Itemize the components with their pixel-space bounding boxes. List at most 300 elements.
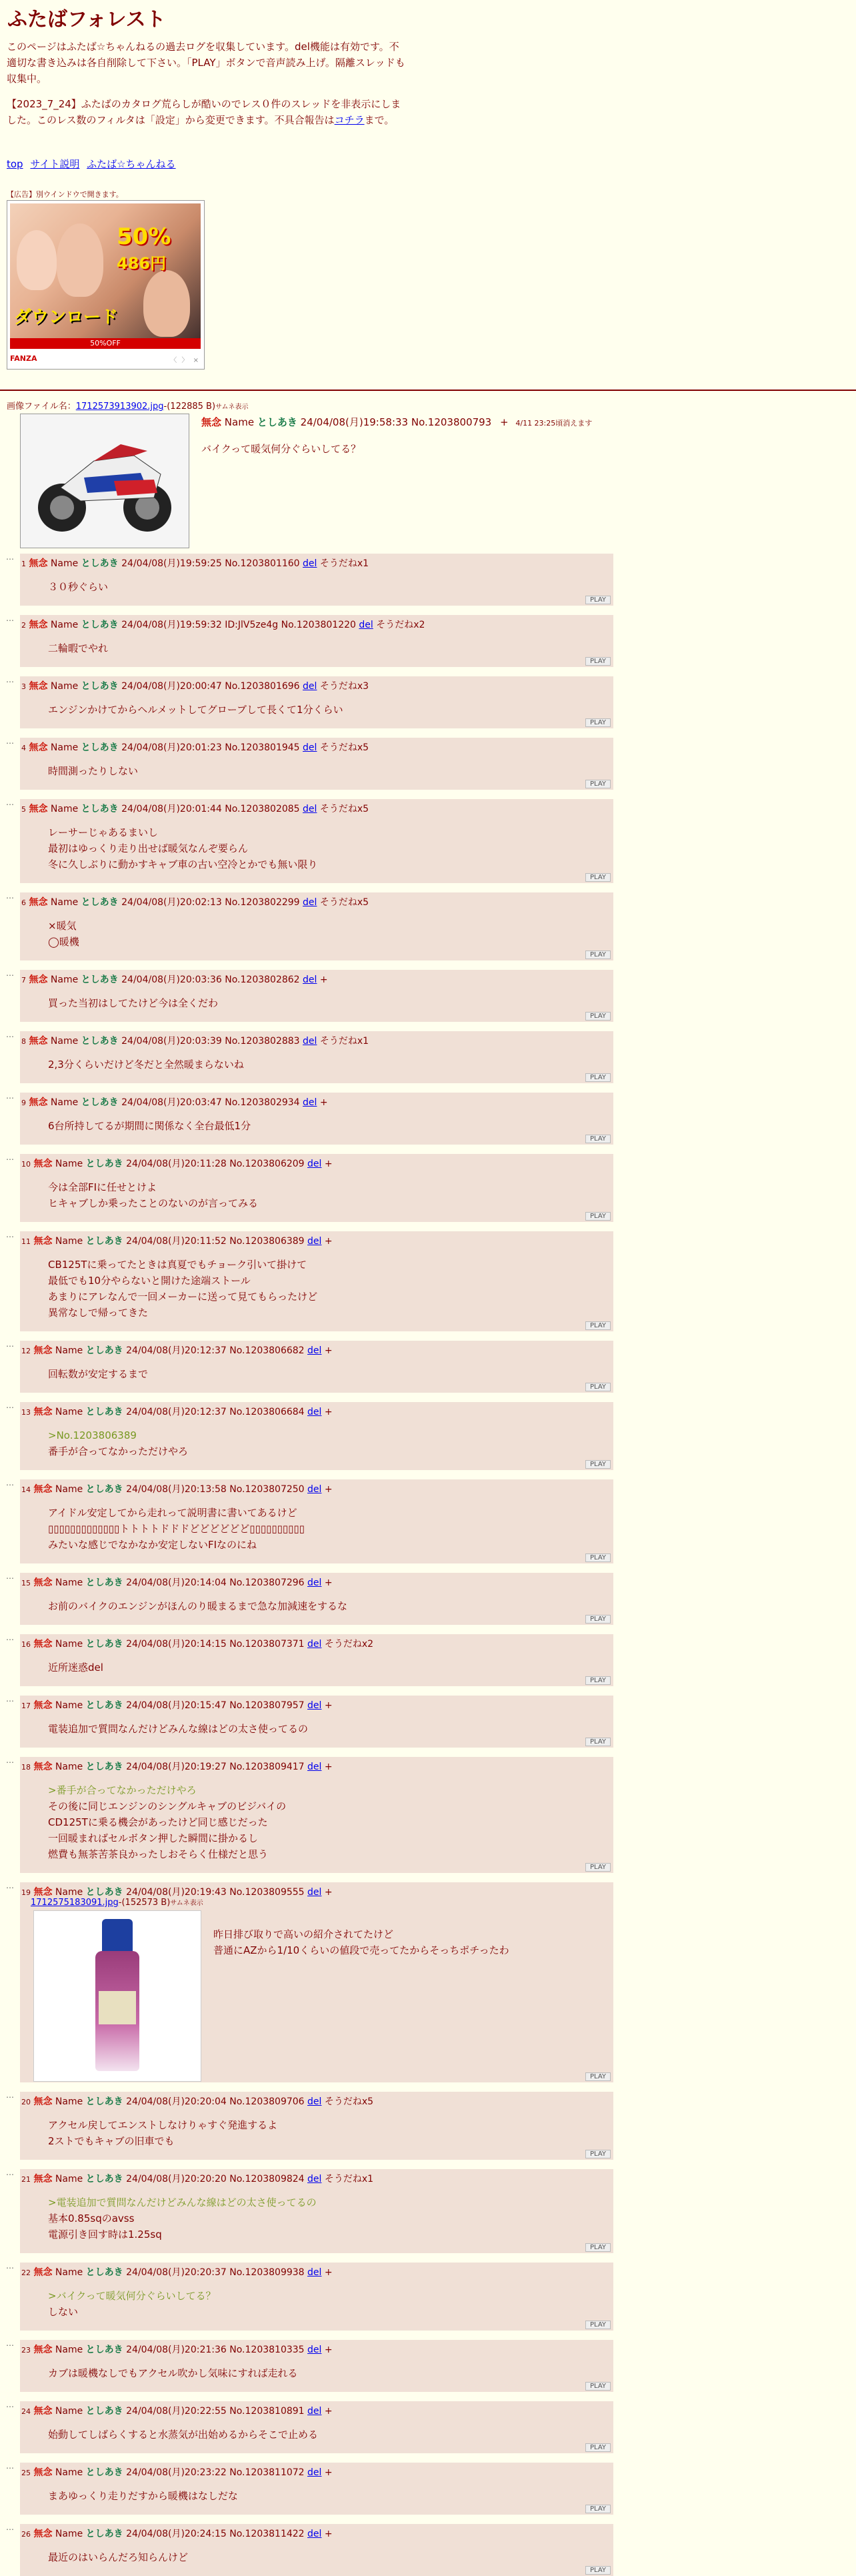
reply-header [21,1482,333,1495]
reply-header [21,1760,333,1773]
op-date: 24/04/08(月)19:58:33 [300,416,409,428]
body-line: 時間測ったりしない [48,765,139,777]
nav-about-link[interactable]: サイト説明 [30,158,80,170]
sodane-button[interactable]: + [324,1159,333,1169]
ad-headline: ダウンロード [14,307,119,328]
reply-subject: 無念 [33,1700,53,1711]
nav-futaba-link[interactable]: ふたば☆ちゃんねる [87,158,176,170]
reply-date: 24/04/08(月)20:12:37 [126,1345,227,1356]
reply-name-label: Name [55,1639,83,1650]
ad-image[interactable] [10,203,201,349]
del-link[interactable]: del [307,2467,322,2478]
motorcycle-image [21,414,189,548]
play-button[interactable]: PLAY [585,1212,611,1221]
reply-header [21,740,369,754]
reply-body [48,824,317,872]
reply-index: 11 [21,1237,31,1246]
reply-name: としあき [81,975,119,985]
reply-date: 24/04/08(月)20:03:47 [121,1097,222,1108]
reply-body [48,1179,258,1211]
reply-number: No.1203806209 [229,1159,305,1169]
reply-subject: 無念 [33,2096,53,2107]
announcement [7,96,407,128]
play-button[interactable]: PLAY [585,2072,611,2081]
sodane-button[interactable]: + [324,2345,333,2355]
reply-date: 24/04/08(月)20:20:37 [126,2267,227,2278]
reply-name: としあき [85,2174,123,2184]
del-link[interactable]: del [307,2174,322,2184]
op-number: No.1203800793 [411,416,492,428]
reply-date: 24/04/08(月)20:19:27 [126,1762,227,1772]
site-title: ふたばフォレスト [7,8,166,31]
sodane-button[interactable]: + [324,1484,333,1495]
op-subject: 無念 [201,416,222,428]
reply-name-label: Name [55,1484,83,1495]
body-line: 昨日排び取りで高いの紹介されてたけど [213,1928,394,1940]
nav-top-link[interactable]: top [7,158,23,170]
reply-subject: 無念 [33,1639,53,1650]
reply-index: 10 [21,1160,31,1169]
body-line: まあゆっくり走りだすから暖機はなしだな [48,2490,238,2502]
sodane-button[interactable]: そうだねx5 [319,742,369,753]
reply-header [21,895,369,908]
body-line: 最低でも10分やらないと開けた途端ストール [48,1275,251,1287]
reply-number: No.1203802883 [225,1036,300,1047]
reply-date: 24/04/08(月)20:14:15 [126,1639,227,1650]
del-link[interactable]: del [303,558,317,569]
reply-index: 24 [21,2407,31,2416]
reply-file-size: -(152573 B) [118,1898,171,1908]
reply-index: 21 [21,2175,31,2184]
reply-body [48,1598,347,1614]
reply-index: 13 [21,1408,31,1417]
body-line: 2,3分くらいだけど冬だと全然暖まらないね [48,1059,244,1071]
body-line: CD125Tに乗る機会があったけど同じ感じだった [48,1816,268,1828]
sodane-button[interactable]: + [324,1577,333,1588]
op-header [201,415,592,429]
reply-name-label: Name [55,2529,83,2539]
reply-index: 3 [21,682,26,691]
play-button[interactable]: PLAY [585,1073,611,1082]
del-link[interactable]: del [307,2406,322,2417]
reply-subject: 無念 [33,2529,53,2539]
body-line: 近所迷惑del [48,1662,103,1674]
reply-body [48,2427,318,2443]
reply-index: 26 [21,2530,31,2539]
reply-dots: … [6,736,13,746]
reply-number: No.1203809706 [229,2096,305,2107]
sodane-button[interactable]: そうだねx1 [319,558,369,569]
body-line: 普通にAZから1/10くらいの値段で売ってたからそっちポチったわ [213,1944,509,1956]
reply-post [20,1154,613,1222]
announcement-text: 【2023_7_24】ふたばのカタログ荒らしが酷いのでレス０件のスレッドを非表示にしました。このレス数のフィルタは「設定」から変更できます。不具合報告は [7,98,401,126]
body-line: 今は全部FIに任せとけよ [48,1181,157,1193]
reply-post [20,2263,613,2331]
reply-number: No.1203807371 [229,1639,305,1650]
reply-index: 25 [21,2469,31,2477]
reply-file-link[interactable]: 1712575183091.jpg [31,1898,119,1908]
reply-subject: 無念 [33,1887,53,1898]
reply-index: 17 [21,1702,31,1710]
play-button[interactable]: PLAY [585,1615,611,1624]
sodane-button[interactable]: + [324,2267,333,2278]
reply-date: 24/04/08(月)20:20:04 [126,2096,227,2107]
nav-links [7,157,180,171]
reply-post [20,2524,613,2576]
reply-dots: … [6,1881,13,1890]
reply-index: 18 [21,1763,31,1772]
reply-dots: … [6,552,13,562]
reply-number: No.1203801945 [225,742,300,753]
reply-dots: … [6,1153,13,1162]
reply-header [21,618,425,631]
reply-subject: 無念 [33,2406,53,2417]
reply-header [21,1698,333,1712]
play-button[interactable]: PLAY [585,657,611,666]
sodane-button[interactable]: そうだねx1 [324,2174,374,2184]
reply-header [21,1034,369,1047]
sodane-button[interactable]: + [324,1887,333,1898]
play-button[interactable]: PLAY [585,1460,611,1469]
reply-body [48,2117,277,2149]
play-button[interactable]: PLAY [585,718,611,727]
play-button[interactable]: PLAY [585,2321,611,2329]
del-link[interactable]: del [307,1700,322,1711]
reply-name: としあき [85,1345,123,1356]
reply-body [48,2549,188,2565]
reply-dots: … [6,1694,13,1704]
op-name-label: Name [224,416,255,428]
sodane-button[interactable]: + [324,2467,333,2478]
sodane-button[interactable]: そうだねx5 [319,804,369,814]
reply-index: 19 [21,1888,31,1897]
sodane-button[interactable]: + [324,1762,333,1772]
reply-index: 8 [21,1037,26,1046]
del-link[interactable]: del [307,1236,322,1247]
body-line: しない [48,2306,79,2318]
quote-line: >電装追加で質問なんだけどみんな線はどの太さ使ってるの [48,2196,317,2208]
reply-number: No.1203809824 [229,2174,305,2184]
reply-header [21,2404,333,2417]
reply-index: 9 [21,1099,26,1107]
reply-number: No.1203807296 [229,1577,305,1588]
reply-name-label: Name [50,1097,79,1108]
sodane-button[interactable]: そうだねx3 [319,681,369,692]
del-link[interactable]: del [307,1762,322,1772]
reply-post [20,1757,613,1873]
reply-name: としあき [85,1236,123,1247]
body-line: アイドル安定してから走れって説明書に書いてあるけど [48,1507,297,1519]
reply-subject: 無念 [29,975,48,985]
reply-number: No.1203807250 [229,1484,305,1495]
sodane-button[interactable]: + [324,2406,333,2417]
reply-date: 24/04/08(月)20:01:44 [121,804,222,814]
reply-date: 24/04/08(月)19:59:32 [121,620,222,630]
announcement-tail: まで。 [364,114,395,126]
del-link[interactable]: del [303,1097,317,1108]
reply-name-label: Name [55,2467,83,2478]
reply-post [20,1882,613,2082]
ad-price: 486円 [117,254,167,273]
op-file-size: -(122885 B) [163,402,216,412]
reply-header [21,1405,333,1418]
ad-banner[interactable] [7,200,205,370]
del-link[interactable]: del [303,804,317,814]
sodane-button[interactable]: + [324,2529,333,2539]
body-line: 最近のはいらんだろ知らんけど [48,2551,189,2563]
reply-index: 23 [21,2346,31,2355]
play-button[interactable]: PLAY [585,2566,611,2575]
reply-body [48,1366,148,1382]
reply-post [20,799,613,883]
reply-name-label: Name [55,2406,83,2417]
reply-number: No.1203802862 [225,975,300,985]
op-file-label: 画像ファイル名： [7,402,76,412]
play-button[interactable]: PLAY [585,1738,611,1746]
del-link[interactable]: del [303,897,317,908]
del-link[interactable]: del [303,975,317,985]
play-button[interactable]: PLAY [585,1135,611,1143]
op-expiry: 4/11 23:25頃消えます [515,419,593,428]
reply-body [213,1926,509,1958]
sodane-button[interactable]: + [324,1345,333,1356]
reply-date: 24/04/08(月)20:13:58 [126,1484,227,1495]
reply-name-label: Name [50,620,79,630]
reply-number: No.1203809417 [229,1762,305,1772]
reply-header [21,2465,333,2479]
reply-name: としあき [85,1577,123,1588]
play-button[interactable]: PLAY [585,1321,611,1330]
sodane-button[interactable]: そうだねx1 [319,1036,369,1047]
reply-date: 24/04/08(月)20:03:36 [121,975,222,985]
body-line: 燃費も無茶苦茶良かったしおそらく仕様だと思う [48,1848,269,1860]
reply-name-label: Name [55,2174,83,2184]
op-plus-button[interactable]: + [500,416,509,428]
reply-post [20,676,613,728]
reply-dots: … [6,1478,13,1487]
reply-name: としあき [81,681,119,692]
reply-image[interactable] [33,1910,201,2082]
body-line: 二輪暇でやれ [48,642,109,654]
sodane-button[interactable]: + [319,975,328,985]
body-line: ◯暖機 [48,936,79,948]
reply-body [48,1427,188,1459]
reply-number: No.1203811422 [229,2529,305,2539]
body-line: 電装追加で質問なんだけどみんな線はどの太さ使ってるの [48,1723,309,1735]
reply-name-label: Name [50,804,79,814]
play-button[interactable]: PLAY [585,950,611,959]
reply-date: 24/04/08(月)20:03:39 [121,1036,222,1047]
reply-date: 24/04/08(月)20:11:28 [126,1159,227,1169]
del-link[interactable]: del [307,2345,322,2355]
reply-subject: 無念 [33,2345,53,2355]
play-button[interactable]: PLAY [585,596,611,604]
del-link[interactable]: del [307,2096,322,2107]
reply-name-label: Name [55,2096,83,2107]
sodane-button[interactable]: + [324,1700,333,1711]
reply-date: 24/04/08(月)20:02:13 [121,897,222,908]
reply-post [20,738,613,790]
reply-header [21,1095,328,1109]
body-line: アクセル戻してエンストしなけりゃすぐ発進するよ [48,2119,278,2131]
play-button[interactable]: PLAY [585,873,611,882]
report-link[interactable]: コチラ [334,114,365,126]
reply-name-label: Name [55,1887,83,1898]
body-line: レーサーじゃあるまいし [48,826,159,838]
reply-date: 24/04/08(月)20:00:47 [121,681,222,692]
reply-index: 5 [21,805,26,814]
reply-body [48,1782,286,1862]
del-link[interactable]: del [307,1484,322,1495]
del-link[interactable]: del [307,1407,322,1417]
reply-subject: 無念 [33,2467,53,2478]
play-button[interactable]: PLAY [585,2150,611,2158]
play-button[interactable]: PLAY [585,1553,611,1562]
reply-name: としあき [81,804,119,814]
sodane-button[interactable]: そうだねx5 [319,897,369,908]
reply-header [21,1234,333,1247]
play-button[interactable]: PLAY [585,1383,611,1391]
play-button[interactable]: PLAY [585,2505,611,2513]
body-line: 冬に久しぶりに動かすキャブ車の古い空冷とかでも無い限り [48,858,318,870]
reply-number: No.1203810891 [229,2406,305,2417]
reply-number: No.1203811072 [229,2467,305,2478]
reply-post [20,1093,613,1145]
sodane-button[interactable]: + [324,1407,333,1417]
reply-name-label: Name [55,1345,83,1356]
del-link[interactable]: del [307,1577,322,1588]
del-link[interactable]: del [307,1887,322,1898]
play-button[interactable]: PLAY [585,1676,611,1685]
op-file-info [7,399,249,412]
reply-name-label: Name [50,681,79,692]
reply-index: 15 [21,1579,31,1587]
reply-dots: … [6,2261,13,2271]
reply-post [20,2463,613,2515]
reply-name: としあき [85,1159,123,1169]
body-line: 買った当初はしてたけど今は全くだわ [48,997,219,1009]
del-link[interactable]: del [307,1159,322,1169]
reply-name: としあき [85,2406,123,2417]
reply-name-label: Name [55,1407,83,1417]
op-image[interactable] [20,414,189,548]
reply-name: としあき [81,897,119,908]
reply-body [48,2288,216,2320]
reply-body [48,1118,251,1134]
reply-subject: 無念 [29,897,48,908]
sodane-button[interactable]: そうだねx5 [324,2096,374,2107]
reply-name: としあき [85,2529,123,2539]
reply-date: 24/04/08(月)20:19:43 [126,1887,227,1898]
reply-name-label: Name [50,897,79,908]
reply-name: としあき [81,1036,119,1047]
body-line: CB125Tに乗ってたときは真夏でもチョーク引いて掛けて [48,1259,307,1271]
reply-post [20,2092,613,2160]
body-line: カブは暖機なしでもアクセル吹かし気味にすれば走れる [48,2367,298,2379]
quote-line: >バイクって暖気何分ぐらいしてる？ [48,2290,216,2302]
body-line: 番手が合ってなかっただけやろ [48,1445,189,1457]
del-link[interactable]: del [307,2529,322,2539]
del-link[interactable]: del [303,681,317,692]
body-line: 2ストでもキャブの旧車でも [48,2135,175,2147]
reply-subject: 無念 [29,620,48,630]
reply-body [48,918,79,950]
ad-controls[interactable]: 〈 〉 × [170,357,200,364]
body-line: ３０秒ぐらい [48,581,109,593]
reply-subject: 無念 [29,804,48,814]
sodane-button[interactable]: + [319,1097,328,1108]
reply-name: としあき [85,1639,123,1650]
reply-date: 24/04/08(月)20:21:36 [126,2345,227,2355]
play-button[interactable]: PLAY [585,2382,611,2391]
del-link[interactable]: del [303,1036,317,1047]
reply-number: No.1203807957 [229,1700,305,1711]
reply-thumb-note: サムネ表示 [170,1900,203,1907]
reply-name-label: Name [55,1762,83,1772]
bottle-cap-shape [102,1919,133,1951]
reply-subject: 無念 [33,1484,53,1495]
reply-date: 24/04/08(月)20:24:15 [126,2529,227,2539]
reply-body [48,763,138,779]
reply-subject: 無念 [29,681,48,692]
ad-discount-bar: 50%OFF [10,338,201,349]
reply-number: No.1203802085 [225,804,300,814]
reply-number: No.1203802299 [225,897,300,908]
del-link[interactable]: del [307,1345,322,1356]
reply-post [20,1231,613,1331]
play-button[interactable]: PLAY [585,1012,611,1021]
del-link[interactable]: del [303,742,317,753]
reply-post [20,1402,613,1470]
reply-number: No.1203809938 [229,2267,305,2278]
reply-subject: 無念 [29,742,48,753]
play-button[interactable]: PLAY [585,1863,611,1872]
del-link[interactable]: del [307,1639,322,1650]
reply-number: No.1203806389 [229,1236,305,1247]
del-link[interactable]: del [307,2267,322,2278]
body-line: 一回暖まればセルボタン押した瞬間に掛かるし [48,1832,259,1844]
op-file-link[interactable]: 1712573913902.jpg [75,402,164,412]
del-link[interactable]: del [359,620,373,630]
reply-name: としあき [81,742,119,753]
play-button[interactable]: PLAY [585,780,611,788]
site-description: このページはふたば☆ちゃんねるの過去ログを収集しています。del機能は有効です。不適切な書き込みは各自削除して下さい。「PLAY」ボタンで音声読み上げ。隔離スレッドも収集中。 [7,41,405,85]
reply-header [21,802,369,815]
reply-date: 24/04/08(月)20:22:55 [126,2406,227,2417]
reply-name-label: Name [55,1700,83,1711]
reply-name: としあき [85,1484,123,1495]
reply-header [21,1157,333,1170]
reply-name-label: Name [50,1036,79,1047]
ad-note: 【広告】別ウインドウで開きます。 [7,190,123,199]
reply-body [48,579,108,595]
reply-body [48,1057,244,1073]
play-button[interactable]: PLAY [585,2443,611,2452]
reply-number: No.1203802934 [225,1097,300,1108]
sodane-button[interactable]: そうだねx2 [324,1639,374,1650]
play-button[interactable]: PLAY [585,2243,611,2252]
reply-subject: 無念 [33,1345,53,1356]
reply-date: 24/04/08(月)20:20:20 [126,2174,227,2184]
reply-post [20,892,613,960]
sodane-button[interactable]: そうだねx2 [376,620,425,630]
reply-dots: … [6,2168,13,2177]
sodane-button[interactable]: + [324,1236,333,1247]
reply-name-label: Name [55,1577,83,1588]
body-line: 回転数が安定するまで [48,1368,149,1380]
reply-header [21,1575,333,1589]
reply-subject: 無念 [33,1762,53,1772]
